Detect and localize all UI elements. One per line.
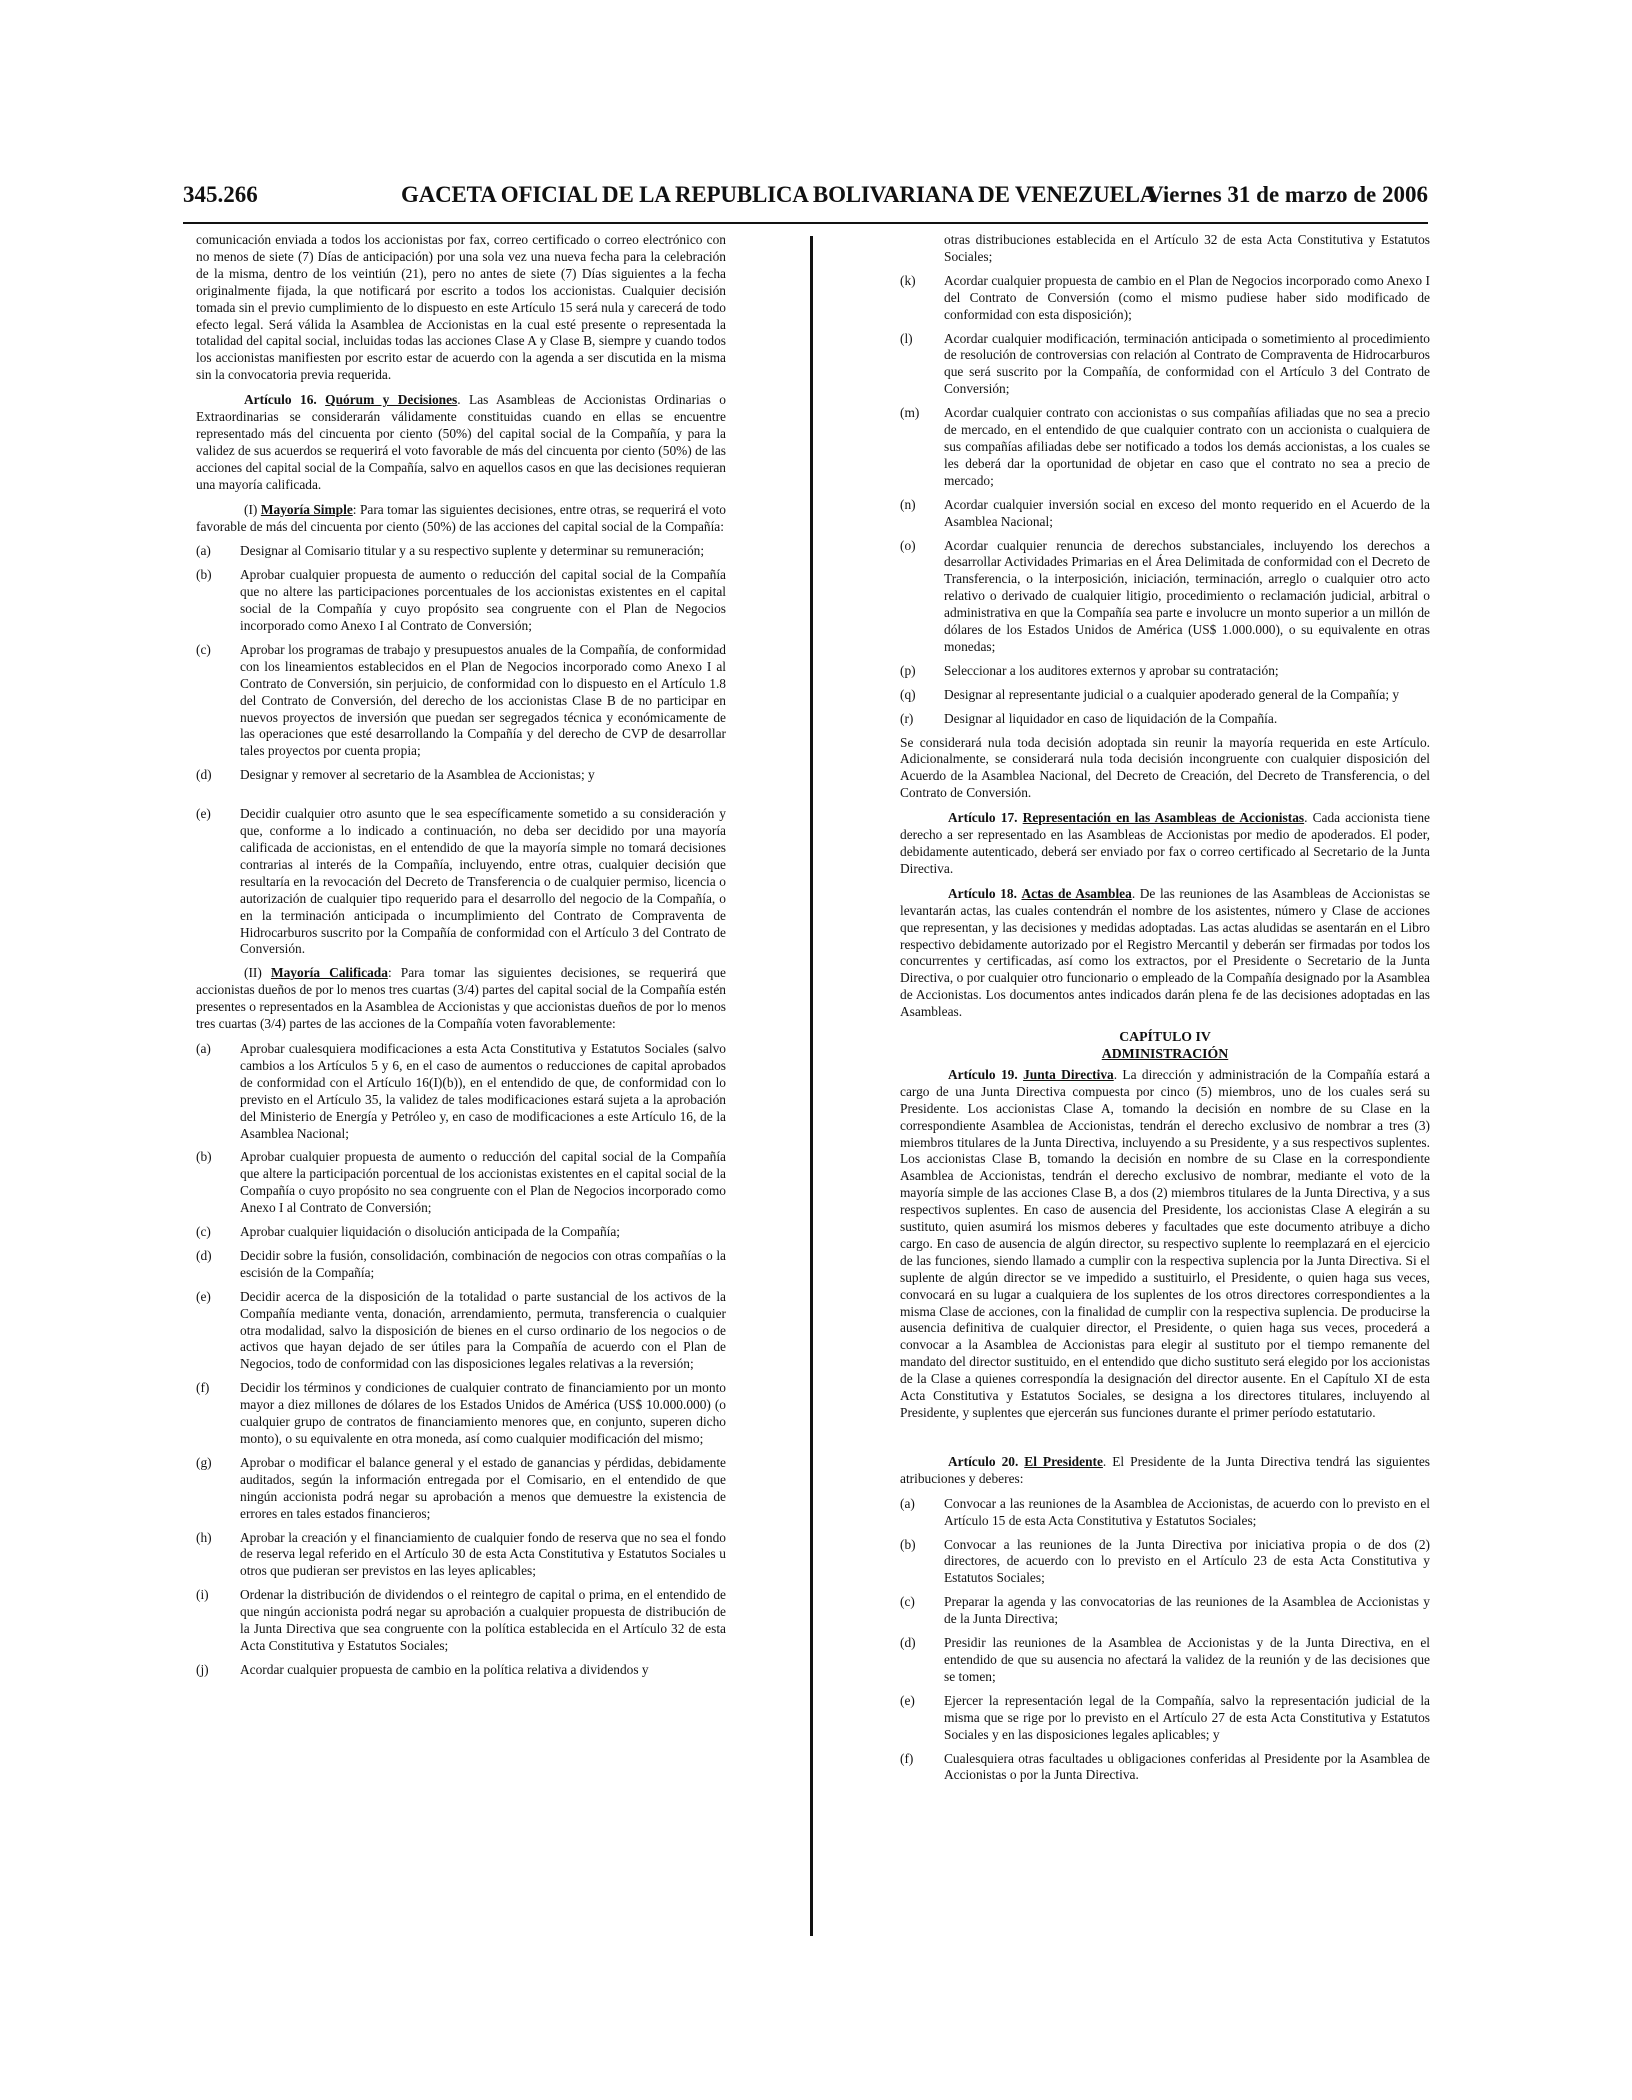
item-label: (e) bbox=[196, 1288, 211, 1304]
list-item bbox=[196, 543, 726, 560]
article-text: . El Presidente de la Junta Directiva tendrá las siguientes atribuciones y deberes: bbox=[900, 1453, 1430, 1486]
article-text: . Las Asambleas de Accionistas Ordinarias o Extraordinarias se considerarán válidamente constituidas cuando en ellas se encuentre representado más del cincuenta por ciento (50%) del capital social de la Compañía, y para la validez de sus acuerdos se requerirá el voto favorable de más del cincuenta por ciento (50%) de las acciones del capital social de la Compañía, salvo en aquellos casos en que las decisiones requieran una mayoría calificada. bbox=[196, 392, 726, 492]
item-label: (d) bbox=[196, 767, 212, 783]
list-item bbox=[196, 642, 726, 760]
list-item bbox=[196, 1041, 726, 1142]
section-title: Mayoría Simple bbox=[260, 501, 353, 517]
item-label: (f) bbox=[900, 1750, 914, 1766]
article-title: Junta Directiva bbox=[1023, 1066, 1114, 1082]
item-label: (a) bbox=[196, 1040, 211, 1056]
item-text: Acordar cualquier inversión social en exceso del monto requerido en el Acuerdo de la Asamblea Nacional; bbox=[944, 496, 1430, 529]
item-text: Aprobar o modificar el balance general y el estado de ganancias y pérdidas, debidamente auditados, según la información entregada por el Comisario, en el entendido de que ningún accionista podrá negar su aprobación a menos que demuestre la existencia de errores en tales estados financieros; bbox=[240, 1454, 726, 1521]
article-18 bbox=[900, 886, 1430, 1021]
column-divider bbox=[810, 236, 813, 1936]
item-text: Designar al representante judicial o a cualquier apoderado general de la Compañía; y bbox=[944, 686, 1400, 702]
item-text: Ordenar la distribución de dividendos o el reintegro de capital o prima, en el entendido de que ningún accionista podrá negar su aprobación a cualquier propuesta de distribución de la Junta Directiva que sea congruente con la política establecida en el Artículo 32 de esta Acta Constitutiva y Estatutos Sociales; bbox=[240, 1587, 726, 1653]
left-column bbox=[196, 232, 726, 1686]
section-text: : Para tomar las siguientes decisiones, entre otras, se requerirá el voto favorable de más del cincuenta por ciento (50%) de las acciones del capital social de la Compañía: bbox=[196, 501, 726, 534]
article-19 bbox=[900, 1067, 1430, 1422]
item-text: Ejercer la representación legal de la Compañía, salvo la representación judicial de la misma que se rige por lo previsto en el Artículo 27 de esta Acta Constitutiva y Estatutos Sociales y en las disposiciones legales aplicables; y bbox=[944, 1692, 1430, 1742]
item-text: Acordar cualquier propuesta de cambio en la política relativa a dividendos y bbox=[240, 1661, 649, 1677]
paragraph: Se considerará nula toda decisión adoptada sin reunir la mayoría requerida en este Artículo. Adicionalmente, se considerará nula toda decisión incongruente con cualquier disposición del Acuerdo de la Asamblea Nacional, del Decreto de Creación, del Decreto de Transferencia, o del Contrato de Conversión. bbox=[900, 734, 1430, 801]
item-label: (p) bbox=[900, 662, 916, 678]
list-item bbox=[900, 687, 1430, 704]
item-label: (r) bbox=[900, 710, 914, 726]
item-text: Convocar a las reuniones de la Junta Directiva por iniciativa propia o de dos (2) directores, de acuerdo con lo previsto en el Artículo 23 de esta Acta Constitutiva y Estatutos Sociales; bbox=[944, 1536, 1430, 1586]
item-text: Aprobar la creación y el financiamiento de cualquier fondo de reserva que no sea el fondo de reserva legal referido en el Artículo 30 de esta Acta Constitutiva y Estatutos Sociales u otros que pudieran ser previstos en las leyes aplicables; bbox=[240, 1529, 726, 1579]
article-text: . La dirección y administración de la Compañía estará a cargo de una Junta Directiva compuesta por cinco (5) miembros, uno de los cuales será su Presidente. Los accionistas Clase A, tomando la decisión en nombre de su Clase en la correspondiente Asamblea de Accionistas, tendrán el derecho exclusivo de nombrar a tres (3) miembros titulares de la Junta Directiva, incluyendo a su Presidente, y a sus respectivos suplentes. Los accionistas Clase B, tomando la decisión en nombre de su Clase en la correspondiente Asamblea de Accionistas, tendrán el derecho exclusivo de nombrar, mediante el voto de la mayoría simple de las acciones Clase B, a dos (2) miembros titulares de la Junta Directiva, y a sus respectivos suplentes. En caso de ausencia del Presidente, los accionistas Clase A elegirán a su sustituto, quien asumirá los mismos deberes y facultades que este documento atribuye a dicho cargo. En caso de ausencia de algún director, su respectivo suplente lo reemplazará en el ejercicio de las funciones, siendo llamado a cumplir con la respectiva suplencia por la Junta Directiva. Si el suplente de algún director se ve impedido a sustituirlo, el Presidente, o quien haga sus veces, convocará en su lugar a cualquiera de los suplentes de los otros directores correspondientes a la misma Clase de acciones, con la finalidad de cumplir con la respectiva suplencia. De producirse la ausencia definitiva de cualquier director, el Presidente, o quien haga sus veces, procederá a convocar a la Asamblea de Accionistas para elegir al sustituto por el tiempo remanente del mandato del director sustituido, en el entendido que dicho sustituto será elegido por los accionistas de la Clase a quienes correspondía la designación del director ausente. En el Capítulo XI de esta Acta Constitutiva y Estatutos Sociales, se designa a los directores titulares, incluyendo al Presidente, y suplentes que ejercerán sus funciones durante el primer período estatutario. bbox=[900, 1066, 1430, 1420]
article-title: El Presidente bbox=[1024, 1453, 1103, 1469]
chapter-heading: CAPÍTULO IV bbox=[1119, 1029, 1211, 1045]
item-text: Acordar cualquier contrato con accionistas o sus compañías afiliadas que no sea a precio de mercado, en el entendido de que cualquier contrato con un accionista o cualquiera de sus compañías afiliadas debe ser notificado a todos los demás accionistas, a los cuales se les deberá dar la oportunidad de objetar en caso que el contrato no sea a precio de mercado; bbox=[944, 405, 1430, 488]
list-item bbox=[900, 273, 1430, 324]
item-label: (c) bbox=[196, 641, 211, 657]
item-label: (c) bbox=[196, 1224, 211, 1240]
majority-qualified-intro bbox=[196, 965, 726, 1033]
item-text: Acordar cualquier renuncia de derechos substanciales, incluyendo los derechos a desarrollar Actividades Primarias en el Área Delimitada de conformidad con el Decreto de Transferencia, o la interposición, iniciación, terminación, arreglo o cualquier otro acto relativo o derivado de cualquier litigio, procedimiento o reclamación judicial, arbitral o administrativa en que la Compañía sea parte e involucre un monto superior a un millón de dólares de los Estados Unidos de América (US$ 1.000.000), o su equivalente en otras monedas; bbox=[944, 537, 1430, 654]
item-text: Convocar a las reuniones de la Asamblea de Accionistas, de acuerdo con lo previsto en el Artículo 15 de esta Acta Constitutiva y Estatutos Sociales; bbox=[944, 1495, 1430, 1528]
president-duties-list bbox=[900, 1496, 1430, 1785]
item-text: Cualesquiera otras facultades u obligaciones conferidas al Presidente por la Asamblea de Accionistas o por la Junta Directiva. bbox=[944, 1750, 1430, 1783]
item-label: (m) bbox=[900, 405, 920, 421]
list-item bbox=[900, 538, 1430, 656]
item-label: (a) bbox=[900, 1495, 915, 1511]
item-text: Acordar cualquier modificación, terminación anticipada o sometimiento al procedimiento de resolución de controversias con relación al Contrato de Compraventa de Hidrocarburos que será suscrito por la Compañía, de conformidad con el Artículo 3 del Contrato de Conversión; bbox=[944, 330, 1430, 397]
majority-simple-intro bbox=[196, 502, 726, 536]
item-text: otras distribuciones establecida en el Artículo 32 de esta Acta Constitutiva y Estatutos Sociales; bbox=[944, 232, 1430, 264]
list-item bbox=[196, 1530, 726, 1581]
list-item bbox=[196, 1248, 726, 1282]
section-number: (I) bbox=[244, 501, 258, 517]
list-item bbox=[900, 663, 1430, 680]
item-text: Aprobar cualquier propuesta de aumento o reducción del capital social de la Compañía que altere la participación porcentual de los accionistas existentes en el capital social de la Compañía o cuyo propósito no sea congruente con el Plan de Negocios incorporado como Anexo I al Contrato de Conversión; bbox=[240, 1149, 726, 1216]
article-title: Quórum y Decisiones bbox=[325, 392, 458, 408]
item-text: Designar al Comisario titular y a su respectivo suplente y determinar su remuneración; bbox=[240, 543, 705, 559]
list-item bbox=[900, 1751, 1430, 1785]
item-label: (d) bbox=[196, 1247, 212, 1263]
section-number: (II) bbox=[244, 965, 262, 981]
article-title: Representación en las Asambleas de Accionistas bbox=[1022, 810, 1305, 826]
list-item bbox=[196, 567, 726, 635]
list-item bbox=[900, 1537, 1430, 1588]
page-header bbox=[183, 182, 1428, 224]
item-text: Presidir las reuniones de la Asamblea de Accionistas y de la Junta Directiva, en el entendido de que su ausencia no afectará la validez de la reunión y de las decisiones que se tomen; bbox=[944, 1635, 1430, 1684]
article-label: Artículo 18. bbox=[948, 885, 1017, 901]
list-item bbox=[196, 806, 726, 958]
list-item bbox=[196, 1455, 726, 1523]
item-text: Decidir sobre la fusión, consolidación, combinación de negocios con otras compañías o la escisión de la Compañía; bbox=[240, 1247, 726, 1280]
article-16 bbox=[196, 392, 726, 493]
list-item bbox=[900, 1594, 1430, 1628]
list-item bbox=[196, 767, 726, 784]
item-label: (l) bbox=[900, 330, 913, 346]
list-item bbox=[900, 1693, 1430, 1744]
item-label: (c) bbox=[900, 1594, 915, 1610]
item-label: (h) bbox=[196, 1529, 212, 1545]
section-text: : Para tomar las siguientes decisiones, se requerirá que accionistas dueños de por lo menos tres cuartas (3/4) partes del capital social de la Compañía estén presentes o representados en la Asamblea de Accionistas y que accionistas dueños de por lo menos tres cuartas (3/4) partes de las acciones de la Compañía voten favorablemente: bbox=[196, 965, 726, 1032]
item-text: Decidir los términos y condiciones de cualquier contrato de financiamiento por un monto mayor a diez millones de dólares de los Estados Unidos de América (US$ 10.000.000) (o cualquier grupo de contratos de financiamiento menores que, en conjunto, superen dicho monto), o su equivalente en otra moneda, así como cualquier modificación del mismo; bbox=[240, 1380, 726, 1446]
list-item bbox=[196, 1224, 726, 1241]
article-label: Artículo 19. bbox=[948, 1066, 1018, 1082]
list-item bbox=[900, 1635, 1430, 1686]
article-text: . Cada accionista tiene derecho a ser representado en las Asambleas de Accionistas por medio de apoderados. El poder, debidamente autenticado, deberá ser enviado por fax o correo certificado al Secretario de la Junta Directiva. bbox=[900, 810, 1430, 876]
item-text: Aprobar los programas de trabajo y presupuestos anuales de la Compañía, de conformidad con los lineamientos establecidos en el Plan de Negocios incorporado como Anexo I al Contrato de Conversión, sin perjuicio, de conformidad con lo dispuesto en el Artículo 1.8 del Contrato de Conversión, del derecho de los accionistas Clase B de no participar en nuevos proyectos de inversión que puedan ser segregados técnica y económicamente de las operaciones que esté desarrollando la Compañía y del derecho de CVP de desarrollar tales proyectos por cuenta propia; bbox=[240, 641, 726, 759]
list-item bbox=[900, 1496, 1430, 1530]
qualified-majority-list bbox=[196, 1041, 726, 1679]
chapter-title: ADMINISTRACIÓN bbox=[1101, 1045, 1229, 1061]
item-label: (e) bbox=[900, 1692, 915, 1708]
right-column bbox=[900, 232, 1430, 1791]
item-label: (a) bbox=[196, 543, 211, 559]
item-label: (i) bbox=[196, 1587, 209, 1603]
page-number: 345.266 bbox=[183, 182, 258, 207]
gazette-title: GACETA OFICIAL DE LA REPUBLICA BOLIVARIANA DE VENEZUELA bbox=[401, 182, 1157, 207]
list-item-continued bbox=[900, 232, 1430, 266]
article-17 bbox=[900, 810, 1430, 878]
item-text: Aprobar cualquier liquidación o disolución anticipada de la Compañía; bbox=[240, 1224, 621, 1240]
item-text: Preparar la agenda y las convocatorias de las reuniones de la Asamblea de Accionistas y de la Junta Directiva; bbox=[944, 1594, 1430, 1627]
article-20 bbox=[900, 1454, 1430, 1488]
simple-majority-list bbox=[196, 543, 726, 958]
item-label: (b) bbox=[196, 567, 212, 583]
issue-date: Viernes 31 de marzo de 2006 bbox=[1147, 182, 1428, 207]
item-label: (j) bbox=[196, 1661, 209, 1677]
article-title: Actas de Asamblea bbox=[1021, 885, 1132, 901]
list-item bbox=[196, 1662, 726, 1679]
item-label: (e) bbox=[196, 806, 211, 822]
article-label: Artículo 16. bbox=[244, 392, 317, 408]
item-text: Aprobar cualesquiera modificaciones a esta Acta Constitutiva y Estatutos Sociales (salvo cambios a los Artículos 5 y 6, en el caso de aumentos o reducciones de capital aprobados de conformidad con el Artículo 16(I)(b)), en el entendido de que, de conformidad con lo previsto en el Artículo 35, la validez de tales modificaciones estará sujeta a la aprobación del Ministerio de Energía y Petróleo y, en caso de modificaciones a este Artículo 16, de la Asamblea Nacional; bbox=[240, 1040, 726, 1141]
item-label: (d) bbox=[900, 1635, 916, 1651]
list-item bbox=[900, 331, 1430, 399]
article-label: Artículo 17. bbox=[948, 810, 1018, 826]
list-item bbox=[196, 1149, 726, 1217]
item-text: Seleccionar a los auditores externos y aprobar su contratación; bbox=[944, 662, 1279, 678]
item-text: Aprobar cualquier propuesta de aumento o reducción del capital social de la Compañía que no altere las participaciones porcentuales de los accionistas existentes en el capital social de la Compañía y cuyo propósito sea congruente con el Plan de Negocios incorporado como Anexo I al Contrato de Conversión; bbox=[240, 567, 726, 634]
item-label: (q) bbox=[900, 686, 916, 702]
item-label: (f) bbox=[196, 1380, 210, 1396]
item-label: (g) bbox=[196, 1454, 212, 1470]
list-item bbox=[900, 711, 1430, 728]
list-item bbox=[196, 1587, 726, 1655]
item-label: (o) bbox=[900, 537, 916, 553]
section-title: Mayoría Calificada bbox=[270, 965, 388, 981]
item-text: Designar y remover al secretario de la Asamblea de Accionistas; y bbox=[240, 767, 595, 783]
spacer bbox=[900, 1430, 1430, 1454]
list-item bbox=[196, 1380, 726, 1448]
qualified-majority-list-cont bbox=[900, 273, 1430, 728]
item-label: (b) bbox=[900, 1536, 916, 1552]
paragraph: comunicación enviada a todos los accionistas por fax, correo certificado o correo electrónico con no menos de siete (7) Días de anticipación) por una sola vez una nueva fecha para la celebración de la misma, dentro de los veintiún (21), pero no antes de siete (7) Días siguientes a la fecha originalmente fijada, la que notificará por escrito a todos los accionistas. Cualquier decisión tomada sin el previo cumplimiento de lo dispuesto en este Artículo 15 será nula y carecerá de todo efecto legal. Será válida la Asamblea de Accionistas en la cual esté presente o representada la totalidad del capital social, incluidas todas las acciones Clase A y Clase B, siempre y cuando todos los accionistas manifiesten por escrito estar de acuerdo con la agenda a ser discutida en la misma sin la convocatoria previa requerida. bbox=[196, 232, 726, 383]
item-text: Decidir acerca de la disposición de la totalidad o parte sustancial de los activos de la Compañía mediante venta, donación, arrendamiento, permuta, transferencia o cualquier otra modalidad, salvo la disposición de bienes en el curso ordinario de los negocios o de activos que hayan dejado de ser útiles para la Compañía de acuerdo con el Plan de Negocios, todo de conformidad con las disposiciones legales relativas a la reversión; bbox=[240, 1288, 726, 1372]
list-item bbox=[900, 497, 1430, 531]
list-item bbox=[900, 405, 1430, 490]
item-text: Decidir cualquier otro asunto que le sea específicamente sometido a su consideración y que, conforme a lo indicado a continuación, no deba ser decidido por una mayoría calificada de accionistas, en el entendido de que la mayoría simple no tomará decisiones contrarias al interés de la Compañía, incluyendo, entre otras, cualquier decisión que resultaría en la revocación del Decreto de Transferencia o de cualquier permiso, licencia o autorización de cualquier tipo requerido para el desarrollo del negocio de la Compañía, o en la terminación anticipada o incumplimiento del Contrato de Compraventa de Hidrocarburos suscrito por la Compañía de conformidad con el Artículo 3 del Contrato de Conversión. bbox=[240, 806, 726, 957]
list-item bbox=[196, 1289, 726, 1374]
item-text: Designar al liquidador en caso de liquidación de la Compañía. bbox=[944, 710, 1278, 726]
article-text: . De las reuniones de las Asambleas de Accionistas se levantarán actas, las cuales contendrán el nombre de los asistentes, número y Clase de acciones que representan, y las decisiones y medidas adoptadas. Las actas aludidas se asentarán en el Libro respectivo debidamente autorizado por el Registro Mercantil y deberán ser firmadas por todos los concurrentes y certificadas, así como los extractos, por el Presidente o Secretario de la Junta Directiva, o por cualquier otro funcionario o empleado de la Compañía designado por la Asamblea de Accionistas. Los documentos antes indicados darán plena fe de las decisiones adoptadas en las Asambleas. bbox=[900, 885, 1430, 1020]
item-label: (n) bbox=[900, 496, 916, 512]
item-label: (b) bbox=[196, 1149, 212, 1165]
article-label: Artículo 20. bbox=[948, 1453, 1019, 1469]
item-text: Acordar cualquier propuesta de cambio en el Plan de Negocios incorporado como Anexo I del Contrato de Conversión (como el mismo pudiese haber sido modificado de conformidad con esta disposición); bbox=[944, 272, 1430, 322]
item-label: (k) bbox=[900, 272, 916, 288]
